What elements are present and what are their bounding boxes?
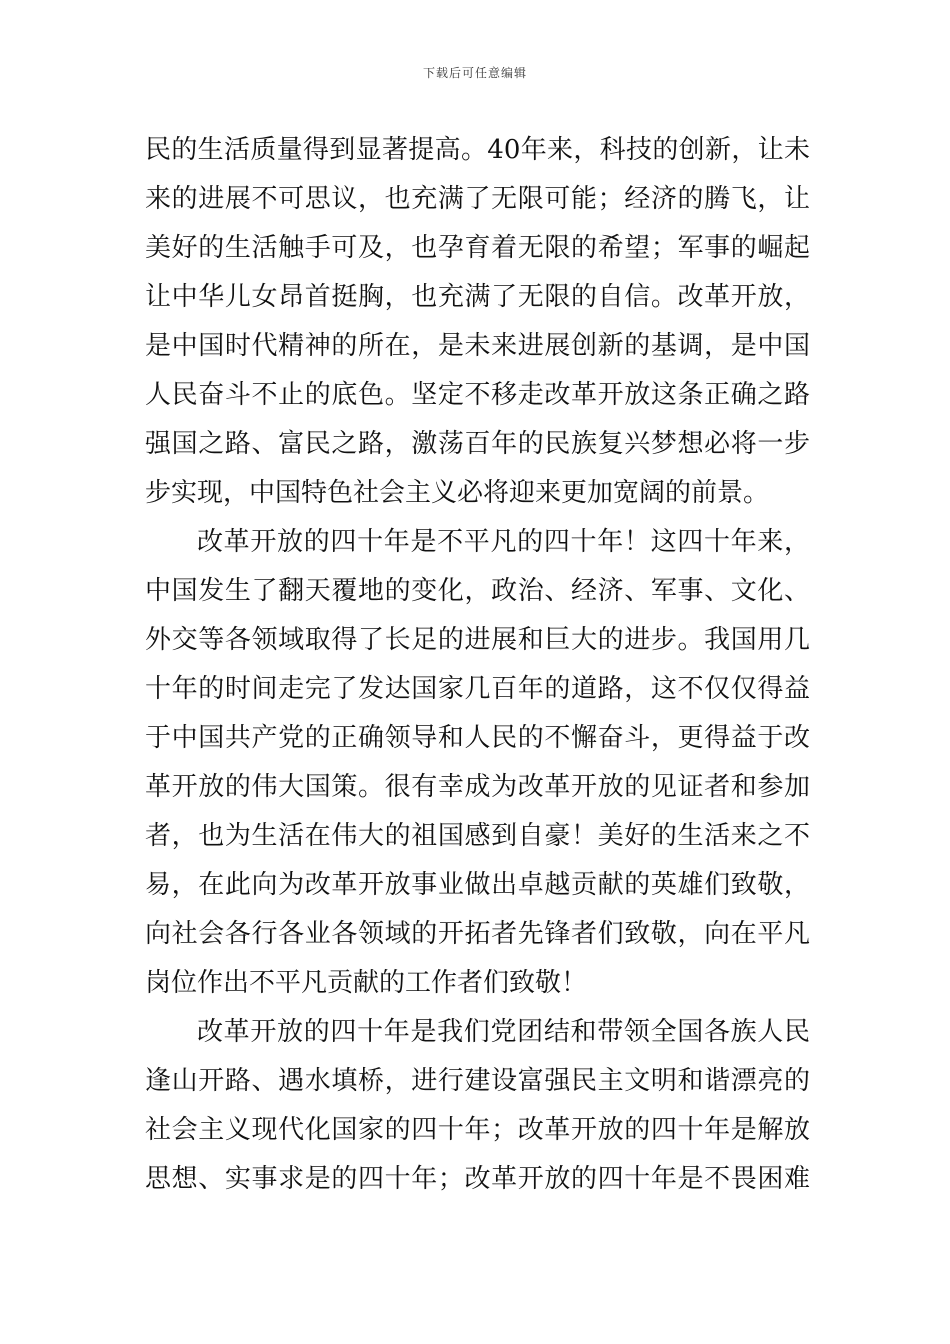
text-line: 社会主义现代化国家的四十年；改革开放的四十年是解放 (145, 1115, 810, 1145)
text-line: 强国之路、富民之路，激荡百年的民族复兴梦想必将一步 (145, 429, 810, 459)
text-line: 者，也为生活在伟大的祖国感到自豪！美好的生活来之不 (145, 821, 810, 851)
text-line: 中国发生了翻天覆地的变化，政治、经济、军事、文化、 (145, 576, 810, 606)
text-line: 人民奋斗不止的底色。坚定不移走改革开放这条正确之路 (145, 380, 810, 410)
text-line: 逢山开路、遇水填桥，进行建设富强民主文明和谐漂亮的 (145, 1066, 810, 1096)
text-line: 外交等各领域取得了长足的进展和巨大的进步。我国用几 (145, 625, 810, 655)
text-line: 来的进展不可思议，也充满了无限可能；经济的腾飞，让 (145, 184, 810, 214)
text-line: 民的生活质量得到显著提高。40年来，科技的创新，让未 (145, 135, 810, 165)
text-line: 让中华儿女昂首挺胸，也充满了无限的自信。改革开放， (145, 282, 810, 312)
text-line: 岗位作出不平凡贡献的工作者们致敬！ (145, 968, 588, 998)
text-line: 向社会各行各业各领域的开拓者先锋者们致敬，向在平凡 (145, 919, 810, 949)
document-body (145, 126, 810, 1204)
text-line: 十年的时间走完了发达国家几百年的道路，这不仅仅得益 (145, 674, 810, 704)
text-line: 改革开放的四十年是不平凡的四十年！这四十年来， (197, 527, 810, 557)
text-line: 美好的生活触手可及，也孕育着无限的希望；军事的崛起 (145, 233, 810, 263)
text-line: 易，在此向为改革开放事业做出卓越贡献的英雄们致敬， (145, 870, 810, 900)
page-header: 下载后可任意编辑 (422, 66, 527, 80)
text-line: 于中国共产党的正确领导和人民的不懈奋斗，更得益于改 (145, 723, 810, 753)
text-line: 是中国时代精神的所在，是未来进展创新的基调，是中国 (145, 331, 810, 361)
text-line: 改革开放的四十年是我们党团结和带领全国各族人民 (197, 1017, 810, 1047)
text-line: 革开放的伟大国策。很有幸成为改革开放的见证者和参加 (145, 772, 810, 802)
text-line: 步实现，中国特色社会主义必将迎来更加宽阔的前景。 (145, 478, 770, 508)
text-line: 思想、实事求是的四十年；改革开放的四十年是不畏困难 (145, 1164, 810, 1194)
